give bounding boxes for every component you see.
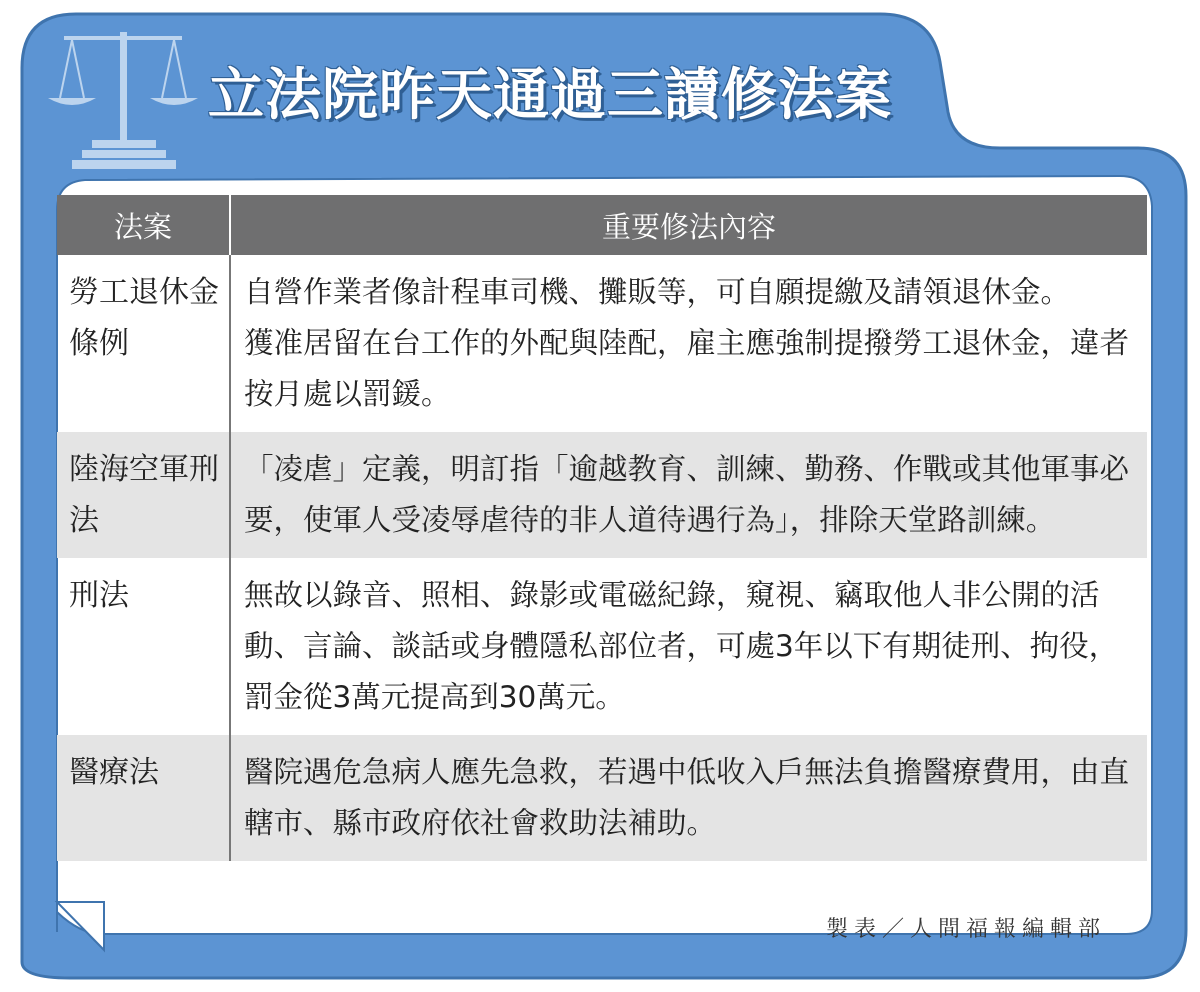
credit-line: 製表／人間福報編輯部 (826, 917, 1107, 942)
amendment-paragraph: 「凌虐」定義，明訂指「逾越教育、訓練、勤務、作戰或其他軍事必要，使軍人受凌辱虐待的非人道待遇行為」，排除天堂路訓練。 (244, 452, 1130, 537)
table-row (57, 558, 1147, 735)
amendment-content (231, 558, 1147, 735)
law-name: 勞工退休金條例 (57, 255, 231, 432)
table-row (57, 255, 1147, 432)
header-law: 法案 (57, 195, 231, 255)
table-row (57, 735, 1147, 861)
amendment-paragraph: 無故以錄音、照相、錄影或電磁紀錄，窺視、竊取他人非公開的活動、言論、談話或身體隱私部位者，可處3年以下有期徒刑、拘役，罰金從3萬元提高到30萬元。 (244, 578, 1119, 714)
law-name: 陸海空軍刑法 (57, 432, 231, 558)
amendment-paragraph: 獲准居留在台工作的外配與陸配，雇主應強制提撥勞工退休金，違者按月處以罰鍰。 (244, 326, 1130, 411)
amendment-paragraph: 醫院遇危急病人應先急救，若遇中低收入戶無法負擔醫療費用，由直轄市、縣市政府依社會救助法補助。 (244, 755, 1130, 840)
header-content: 重要修法內容 (601, 209, 776, 244)
amendment-content (231, 255, 1147, 432)
balance-scale-icon (44, 26, 204, 171)
law-amendments-table (57, 195, 1147, 861)
amendment-content (231, 432, 1147, 558)
amendment-paragraph: 自營作業者像計程車司機、攤販等，可自願提繳及請領退休金。 (244, 275, 1071, 309)
page-title: 立法院昨天通過三讀修法案 (208, 63, 892, 128)
amendment-content (231, 735, 1147, 861)
table-header (57, 195, 1147, 255)
table-row (57, 432, 1147, 558)
law-name: 刑法 (57, 558, 231, 735)
law-name: 醫療法 (57, 735, 231, 861)
